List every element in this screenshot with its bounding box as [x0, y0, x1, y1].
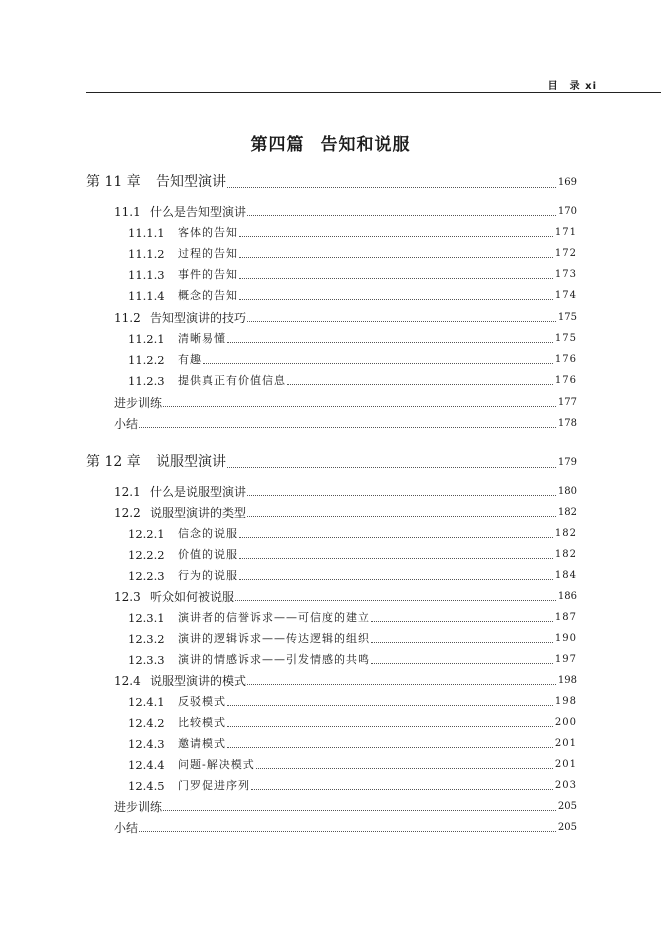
toc-entry-page: 177	[557, 397, 577, 408]
toc-entry-page: 190	[554, 633, 577, 644]
toc-entry-title: 价值的说服	[178, 548, 238, 561]
toc-entry-page: 171	[554, 227, 577, 238]
toc-entry-page: 203	[554, 780, 577, 791]
toc-entry-number: 12.4.4	[128, 758, 165, 772]
toc-entry-page: 175	[554, 333, 577, 344]
dot-leader	[247, 495, 556, 496]
toc-entry-page: 201	[554, 759, 577, 770]
toc-entry-number: 12.4.1	[128, 695, 165, 709]
dot-leader	[239, 236, 553, 237]
toc-entry-title: 概念的告知	[178, 289, 238, 302]
toc-entry-title: 听众如何被说服	[150, 590, 235, 604]
toc-entry-title: 事件的告知	[178, 268, 238, 281]
dot-leader	[239, 278, 553, 279]
toc-entry	[0, 710, 577, 730]
toc-entry-title: 说服型演讲的模式	[150, 674, 247, 688]
toc-entry-page: 179	[557, 457, 577, 468]
toc-entry-title: 进步训练	[114, 800, 163, 814]
toc-entry	[0, 326, 577, 346]
toc-entry	[0, 542, 577, 562]
toc-entry	[0, 647, 577, 667]
toc-entry	[0, 171, 577, 191]
toc-entry-page: 176	[554, 354, 577, 365]
toc-entry-title: 有趣	[178, 353, 202, 366]
toc-entry-page: 176	[554, 375, 577, 386]
toc-entry-number: 11.2	[114, 311, 141, 325]
toc-entry-page: 198	[554, 696, 577, 707]
toc-entry-page: 182	[557, 507, 577, 518]
toc-entry-title: 过程的告知	[178, 247, 238, 260]
toc-entry	[0, 752, 577, 772]
toc-entry	[0, 794, 577, 814]
toc-entry-number: 12.3.2	[128, 632, 165, 646]
toc-entry-page: 170	[557, 206, 577, 217]
toc-entry-number: 11.1.2	[128, 247, 165, 261]
toc-entry	[0, 563, 577, 583]
toc-entry	[0, 199, 577, 219]
toc-entry-title: 说服型演讲的类型	[150, 506, 247, 520]
toc-entry-page: 186	[557, 591, 577, 602]
dot-leader	[239, 299, 553, 300]
dot-leader	[163, 406, 556, 407]
dot-leader	[371, 621, 553, 622]
toc-entry-title: 门罗促进序列	[178, 779, 250, 792]
dot-leader	[227, 705, 553, 706]
toc-entry-title: 告知型演讲的技巧	[150, 311, 247, 325]
toc-entry-number: 12.4.3	[128, 737, 165, 751]
toc-entry-page: 205	[557, 801, 577, 812]
toc-entry-page: 187	[554, 612, 577, 623]
toc-entry-title: 反驳模式	[178, 695, 226, 708]
part-title-number: 第四篇	[250, 135, 305, 155]
toc-entry-page: 169	[557, 177, 577, 188]
toc-entry-page: 197	[554, 654, 577, 665]
toc-entry-page: 175	[557, 312, 577, 323]
toc-entry-number: 12.3.1	[128, 611, 165, 625]
toc-entry-title: 提供真正有价值信息	[178, 374, 286, 387]
toc-entry-number: 第 11 章	[86, 174, 141, 190]
toc-entry	[0, 479, 577, 499]
part-title-text: 告知和说服	[320, 135, 411, 155]
toc-entry-page: 182	[554, 528, 577, 539]
running-header	[86, 77, 661, 93]
toc-entry-title: 清晰易懂	[178, 332, 226, 345]
toc-entry-title: 信念的说服	[178, 527, 238, 540]
part-title	[0, 130, 661, 155]
toc-entry-number: 11.1.4	[128, 289, 165, 303]
toc-entry-title: 演讲者的信誉诉求——可信度的建立	[178, 611, 370, 624]
toc-entry-number: 11.1.3	[128, 268, 165, 282]
toc-entry-number: 12.1	[114, 485, 141, 499]
dot-leader	[227, 747, 553, 748]
dot-leader	[256, 768, 553, 769]
toc-entry	[0, 305, 577, 325]
toc-entry-number: 12.2.1	[128, 527, 165, 541]
toc-entry	[0, 220, 577, 240]
dot-leader	[239, 537, 553, 538]
toc-entry	[0, 668, 577, 688]
dot-leader	[203, 363, 553, 364]
toc-entry-title: 问题-解决模式	[178, 758, 255, 771]
dot-leader	[371, 663, 553, 664]
dot-leader	[227, 342, 553, 343]
toc-entry	[0, 411, 577, 431]
dot-leader	[139, 831, 556, 832]
toc-entry-title: 什么是说服型演讲	[150, 485, 247, 499]
toc-entry-title: 小结	[114, 821, 139, 835]
toc-entry-page: 182	[554, 549, 577, 560]
toc-entry	[0, 521, 577, 541]
dot-leader	[239, 579, 553, 580]
toc-entry	[0, 773, 577, 793]
dot-leader	[371, 642, 553, 643]
toc-entry-page: 180	[557, 486, 577, 497]
toc-entry-title: 进步训练	[114, 396, 163, 410]
toc-entry-number: 12.2	[114, 506, 141, 520]
dot-leader	[227, 726, 553, 727]
toc-entry-title: 演讲的情感诉求——引发情感的共鸣	[178, 653, 370, 666]
toc-entry	[0, 689, 577, 709]
dot-leader	[287, 384, 553, 385]
toc-entry-title: 行为的说服	[178, 569, 238, 582]
toc-entry-title: 小结	[114, 417, 139, 431]
toc-entry-title: 什么是告知型演讲	[150, 205, 247, 219]
dot-leader	[247, 321, 556, 322]
toc-entry-number: 12.4.2	[128, 716, 165, 730]
toc-entry-title: 告知型演讲	[156, 174, 226, 190]
toc-entry-number: 11.2.1	[128, 332, 165, 346]
dot-leader	[247, 684, 556, 685]
toc-entry	[0, 262, 577, 282]
toc-entry	[0, 626, 577, 646]
toc-entry-title: 演讲的逻辑诉求——传达逻辑的组织	[178, 632, 370, 645]
toc-entry-number: 12.3	[114, 590, 141, 604]
toc-entry	[0, 815, 577, 835]
toc-entry-page: 172	[554, 248, 577, 259]
dot-leader	[247, 215, 556, 216]
toc-entry	[0, 347, 577, 367]
toc-entry-page: 198	[557, 675, 577, 686]
toc-entry	[0, 283, 577, 303]
toc-entry-number: 12.4	[114, 674, 141, 688]
toc-entry-page: 178	[557, 418, 577, 429]
dot-leader	[227, 467, 556, 468]
toc-entry-title: 比较模式	[178, 716, 226, 729]
dot-leader	[139, 427, 556, 428]
dot-leader	[247, 516, 556, 517]
toc-entry-title: 客体的告知	[178, 226, 238, 239]
toc-entry	[0, 500, 577, 520]
toc-entry-page: 201	[554, 738, 577, 749]
dot-leader	[163, 810, 556, 811]
toc-entry-number: 12.4.5	[128, 779, 165, 793]
toc-entry-page: 200	[554, 717, 577, 728]
toc-entry	[0, 584, 577, 604]
toc-entry-number: 11.2.2	[128, 353, 165, 367]
toc-entry-title: 邀请模式	[178, 737, 226, 750]
toc-entry-number: 12.2.2	[128, 548, 165, 562]
toc-entry-number: 12.2.3	[128, 569, 165, 583]
toc-entry-page: 173	[554, 269, 577, 280]
toc-entry	[0, 451, 577, 471]
dot-leader	[251, 789, 553, 790]
toc-entry-number: 11.1.1	[128, 226, 165, 240]
dot-leader	[239, 257, 553, 258]
toc-entry	[0, 241, 577, 261]
toc-entry-title: 说服型演讲	[156, 454, 226, 470]
toc-entry	[0, 605, 577, 625]
toc-entry-number: 12.3.3	[128, 653, 165, 667]
dot-leader	[239, 558, 553, 559]
dot-leader	[227, 187, 556, 188]
toc-entry-page: 205	[557, 822, 577, 833]
toc-entry-page: 184	[554, 570, 577, 581]
toc-entry	[0, 368, 577, 388]
toc-entry-number: 11.1	[114, 205, 141, 219]
toc-entry-page: 174	[554, 290, 577, 301]
toc-entry-number: 11.2.3	[128, 374, 165, 388]
toc-entry	[0, 390, 577, 410]
toc-entry	[0, 731, 577, 751]
toc-entry-number: 第 12 章	[86, 454, 141, 470]
dot-leader	[235, 600, 556, 601]
running-head-text: 目 录 xi	[547, 81, 597, 92]
